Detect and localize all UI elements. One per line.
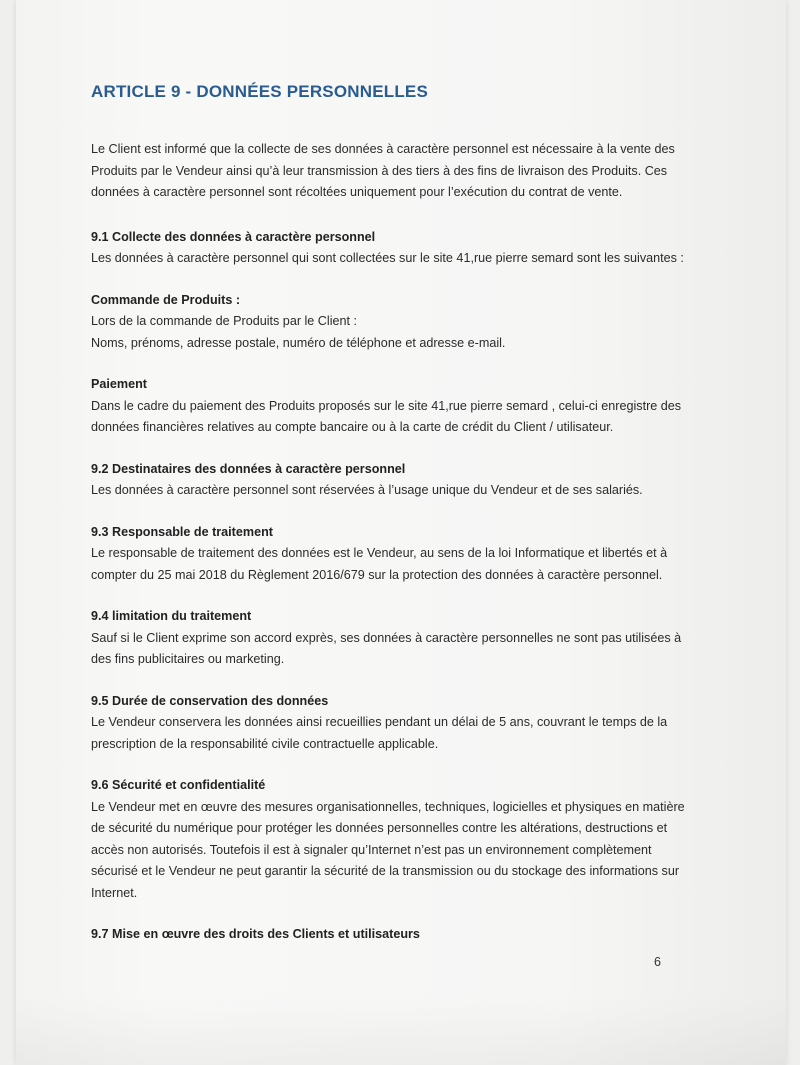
section-9-2 bbox=[91, 459, 691, 502]
section-body-continued: Noms, prénoms, adresse postale, numéro de téléphone et adresse e-mail. bbox=[91, 335, 506, 350]
section-9-6 bbox=[91, 775, 691, 904]
section-9-1 bbox=[91, 227, 691, 270]
section-paiement bbox=[91, 374, 691, 439]
section-body: Le responsable de traitement des données est le Vendeur, au sens de la loi Informatique et libertés et à compter du 25 mai 2018 du Règlement 2016/679 sur la protection des données à caractère personnel. bbox=[91, 546, 668, 582]
page-number: 6 bbox=[654, 955, 661, 969]
article-title: ARTICLE 9 - DONNÉES PERSONNELLES bbox=[91, 82, 428, 101]
intro-paragraph: Le Client est informé que la collecte de ses données à caractère personnel est nécessaire à la vente des Produits par le Vendeur ainsi qu’à leur transmission à des tiers à des fins de livraison des Produits. Ces données à caractère personnel sont récoltées uniquement pour l’exécution du contrat de vente. bbox=[91, 142, 675, 199]
section-title: Commande de Produits : bbox=[91, 292, 241, 307]
section-title: 9.2 Destinataires des données à caractère personnel bbox=[91, 461, 406, 476]
section-title: 9.1 Collecte des données à caractère personnel bbox=[91, 229, 376, 244]
section-body: Le Vendeur met en œuvre des mesures organisationnelles, techniques, logicielles et physiques en matière de sécurité du numérique pour protéger les données personnelles contre les altérations, destructions et accès non autorisés. Toutefois il est à signaler qu’Internet n’est pas un environnement complètement sécurisé et le Vendeur ne peut garantir la sécurité de la transmission ou du stockage des informations sur Internet. bbox=[91, 799, 685, 900]
section-body: Lors de la commande de Produits par le Client : bbox=[91, 314, 358, 328]
section-body: Dans le cadre du paiement des Produits proposés sur le site 41,rue pierre semard , celui-ci enregistre des données financières relatives au compte bancaire ou à la carte de crédit du Client / utilisateur. bbox=[91, 398, 682, 434]
page-content bbox=[91, 80, 691, 966]
section-title: Paiement bbox=[91, 377, 147, 391]
section-9-5 bbox=[91, 691, 691, 756]
section-body: Le Vendeur conservera les données ainsi recueillies pendant un délai de 5 ans, couvrant le temps de la prescription de la responsabilité civile contractuelle applicable. bbox=[91, 715, 668, 751]
section-title: 9.6 Sécurité et confidentialité bbox=[91, 778, 266, 792]
section-9-4 bbox=[91, 606, 691, 671]
section-title: 9.5 Durée de conservation des données bbox=[91, 693, 329, 708]
section-title: 9.3 Responsable de traitement bbox=[91, 524, 273, 539]
section-9-7 bbox=[91, 924, 691, 946]
section-9-3 bbox=[91, 522, 691, 587]
section-body: Sauf si le Client exprime son accord exprès, ses données à caractère personnelles ne sont pas utilisées à des fins publicitaires ou marketing. bbox=[91, 630, 682, 666]
section-body: Les données à caractère personnel qui sont collectées sur le site 41,rue pierre semard sont les suivantes : bbox=[91, 251, 684, 265]
section-commande-produits bbox=[91, 290, 691, 355]
document-page bbox=[16, 0, 786, 1065]
section-title: 9.7 Mise en œuvre des droits des Clients et utilisateurs bbox=[91, 927, 420, 941]
section-body: Les données à caractère personnel sont réservées à l’usage unique du Vendeur et de ses salariés. bbox=[91, 483, 643, 497]
section-title: 9.4 limitation du traitement bbox=[91, 609, 252, 623]
